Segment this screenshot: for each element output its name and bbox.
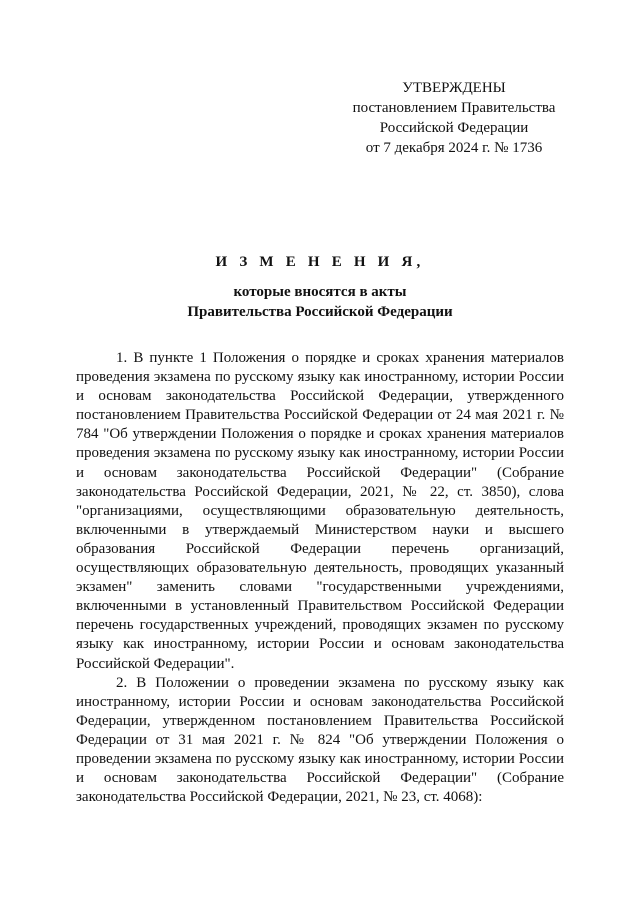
document-title	[0, 252, 640, 322]
paragraph-2: 2. В Положении о проведении экзамена по русскому языку как иностранному, истории России и основам законодательства Российской Федерации, утвержденном постановлением Правительства Российской Федерации от 31 мая 2021 г. № 824 "Об утверждении Положения о проведении экзамена по русскому языку как иностранному, истории России и основам законодательства Российской Федерации" (Собрание законодательства Российской Федерации, 2021, № 23, ст. 4068):	[76, 674, 564, 806]
title-sub-1: которые вносятся в акты	[233, 284, 407, 300]
approval-line-2: Российской Федерации	[379, 120, 529, 136]
approval-line-3: от 7 декабря 2024 г. № 1736	[365, 140, 543, 156]
approval-stamp	[340, 78, 568, 158]
paragraph-1: 1. В пункте 1 Положения о порядке и сроках хранения материалов проведения экзамена по русскому языку как иностранному, истории России и основам законодательства Российской Федерации, утвержденного постановлением Правительства Российской Федерации от 24 мая 2021 г. № 784 "Об утверждении Положения о порядке и сроках хранения материалов проведения экзамена по русскому языку как иностранному, истории России и основам законодательства Российской Федерации" (Собрание законодательства Российской Федерации, 2021, № 22, ст. 3850), слова "организациями, осуществляющими образовательную деятельность, включенными в утверждаемый Министерством науки и высшего образования Российской Федерации перечень организаций, осуществляющих образовательную деятельность, проводящих указанный экзамен" заменить словами "государственными учреждениями, включенными в установленный Правительством Российской Федерации перечень государственных учреждений, проводящих экзамен по русскому языку как иностранному, истории России и основам законодательства Российской Федерации".	[76, 350, 564, 672]
approval-heading: УТВЕРЖДЕНЫ	[402, 80, 506, 96]
title-main: И З М Е Н Е Н И Я,	[215, 254, 425, 270]
approval-line-1: постановлением Правительства	[352, 100, 556, 116]
document-body	[76, 349, 564, 807]
title-sub-2: Правительства Российской Федерации	[187, 304, 453, 320]
